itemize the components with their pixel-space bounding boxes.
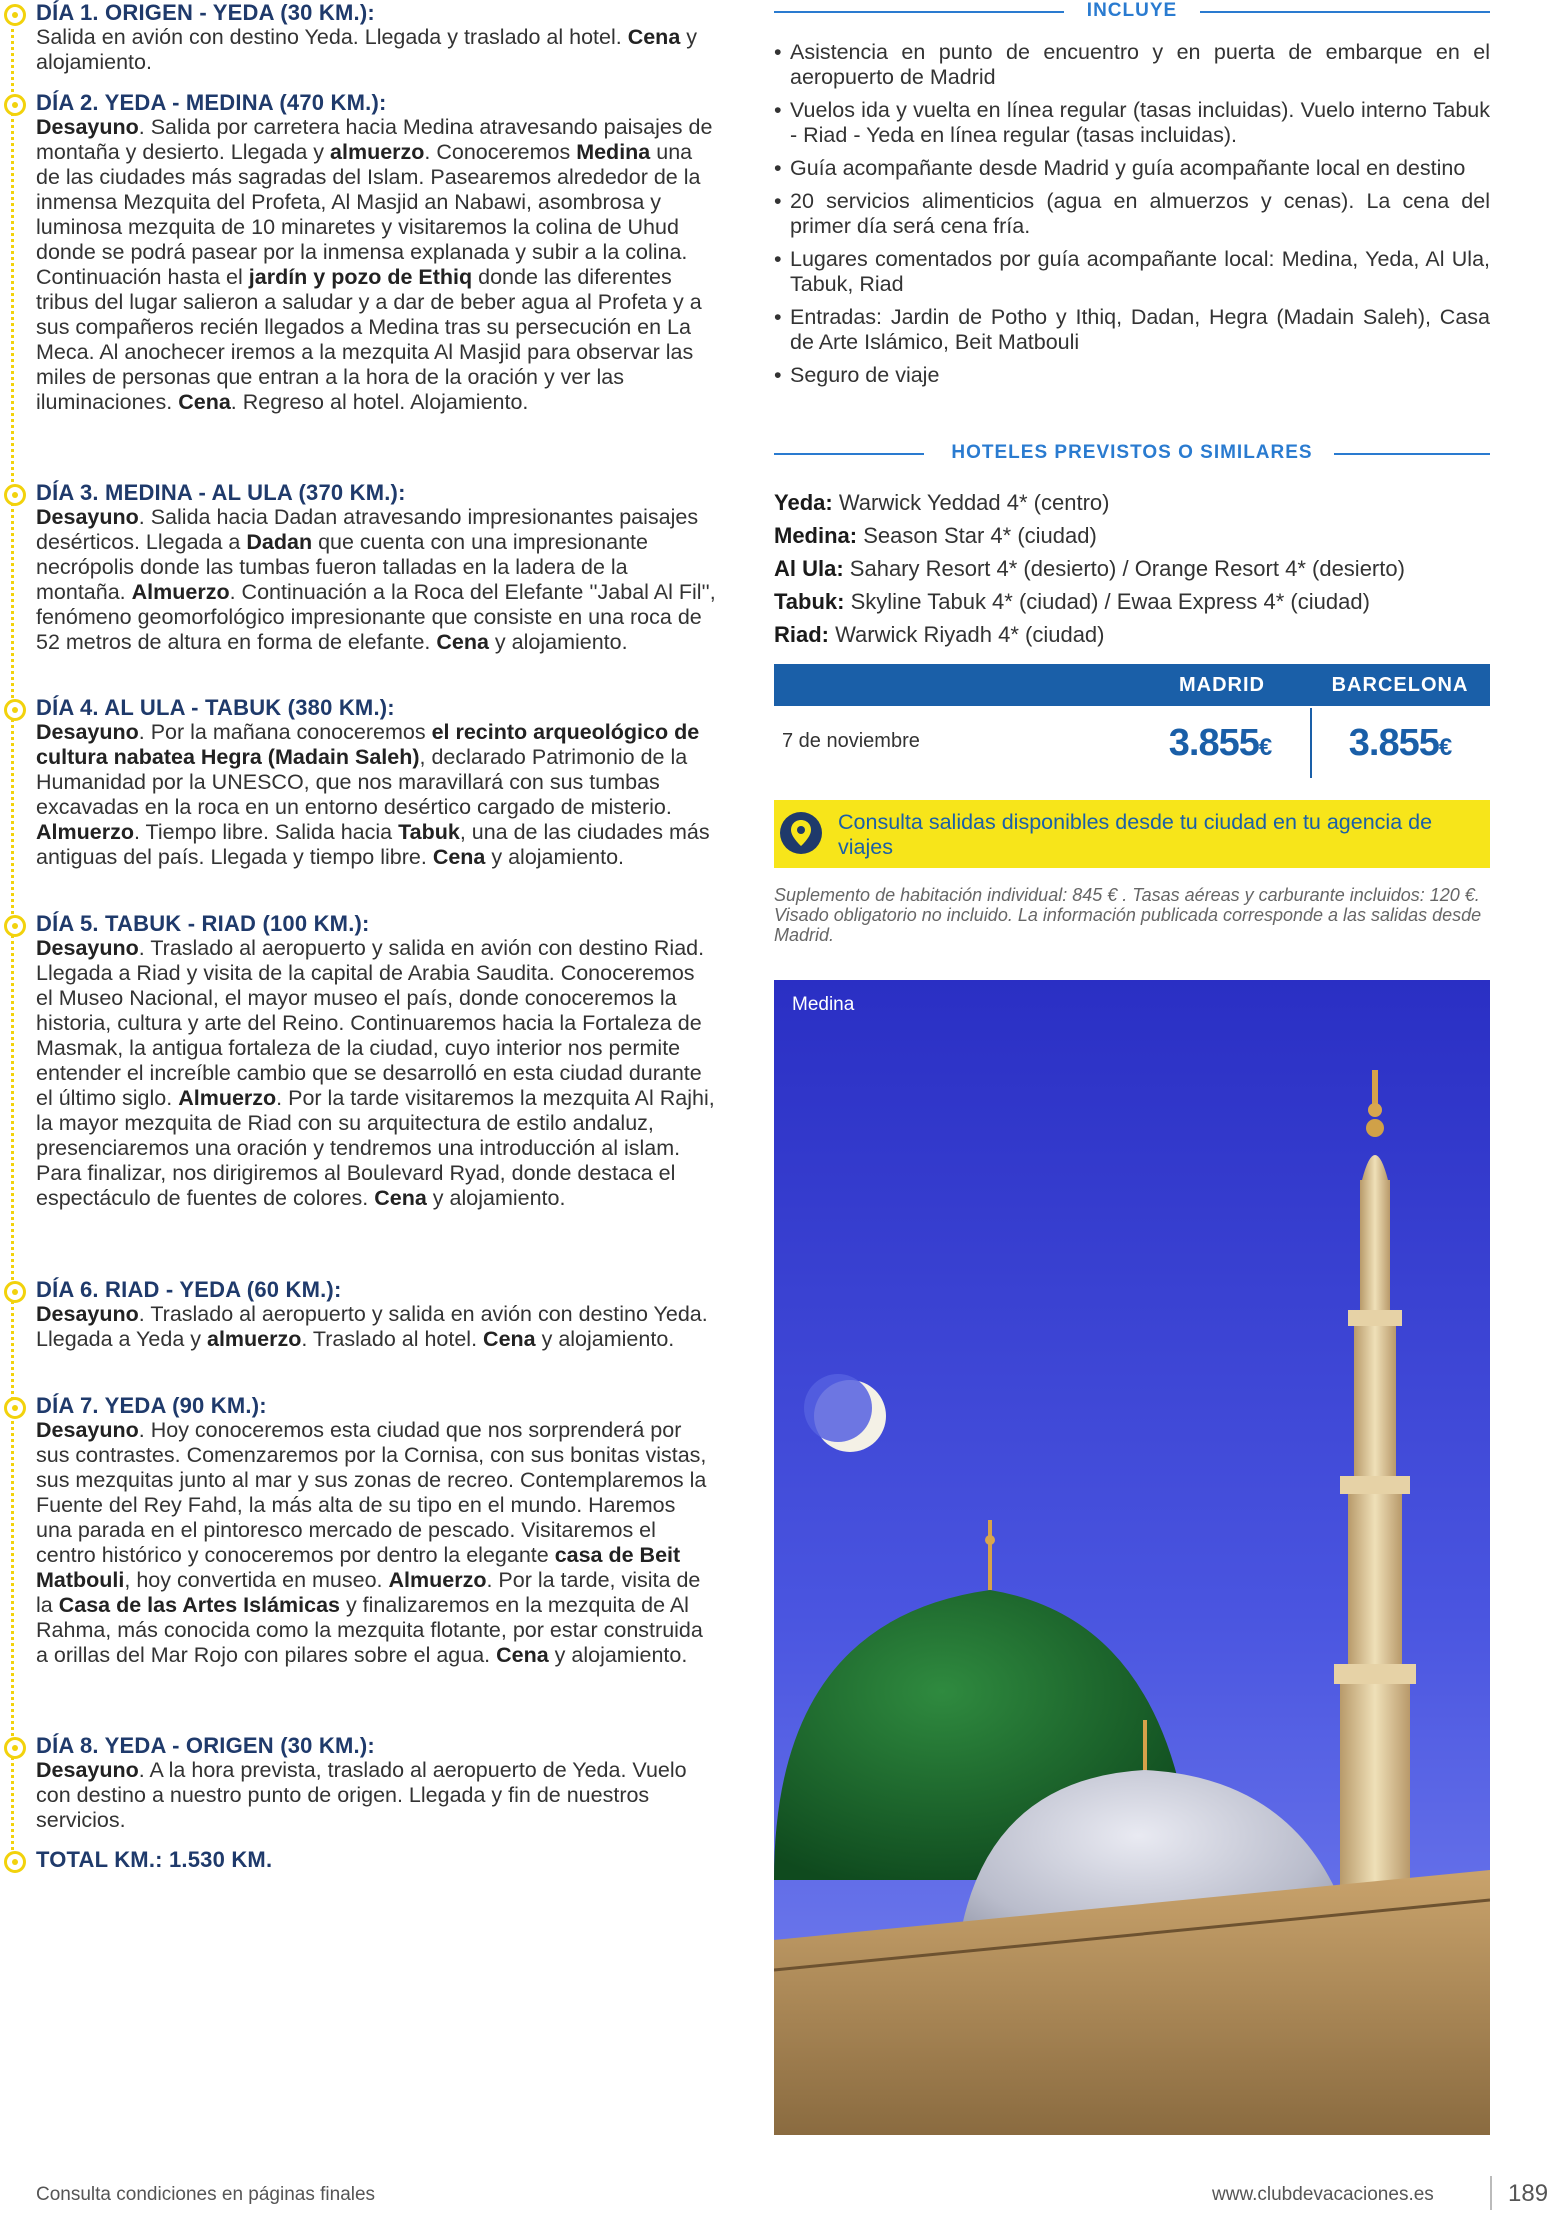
price-table <box>774 664 1490 776</box>
hotel-row: Riad: Warwick Riyadh 4* (ciudad) <box>774 622 1105 647</box>
hotels-heading <box>774 442 1490 466</box>
page-number: 189 <box>1508 2180 1549 2207</box>
day-2 <box>36 90 716 415</box>
footer-website[interactable]: www.clubdevacaciones.es <box>1212 2184 1434 2205</box>
day-body: Desayuno. Traslado al aeropuerto y salida en avión con destino Yeda. Llegada a Yeda y almuerzo. Traslado al hotel. Cena y alojamiento. <box>36 1302 708 1351</box>
hotel-row: Yeda: Warwick Yeddad 4* (centro) <box>774 490 1110 515</box>
includes-item: • Guía acompañante desde Madrid y guía acompañante local en destino <box>774 156 1490 181</box>
day-title: DÍA 8. YEDA - ORIGEN (30 KM.): <box>36 1733 375 1758</box>
includes-item: • Seguro de viaje <box>774 363 1490 388</box>
location-pin-icon <box>780 812 822 854</box>
timeline-marker-icon <box>4 4 26 26</box>
day-8 <box>36 1733 716 1833</box>
timeline-line <box>11 22 14 1862</box>
hotel-row: Tabuk: Skyline Tabuk 4* (ciudad) / Ewaa Express 4* (ciudad) <box>774 589 1370 614</box>
photo-caption: Medina <box>792 994 855 1015</box>
day-3 <box>36 480 716 655</box>
day-title: DÍA 4. AL ULA - TABUK (380 KM.): <box>36 695 395 720</box>
timeline-marker-icon <box>4 484 26 506</box>
day-body: Desayuno. Por la mañana conoceremos el recinto arqueológico de cultura nabatea Hegra (Madain Saleh), declarado Patrimonio de la Humanidad por la UNESCO, que nos maravillará con sus tumbas excavadas en la roca en un entorno desértico cargado de misterio. Almuerzo. Tiempo libre. Salida hacia Tabuk, una de las ciudades más antiguas del país. Llegada y tiempo libre. Cena y alojamiento. <box>36 720 710 869</box>
day-title: DÍA 1. ORIGEN - YEDA (30 KM.): <box>36 0 375 25</box>
hotels-list <box>774 486 1490 651</box>
departures-notice <box>774 800 1490 868</box>
includes-title: INCLUYE <box>1086 0 1178 21</box>
price-madrid: 3.855€ <box>1168 722 1272 764</box>
timeline-marker-icon <box>4 699 26 721</box>
timeline-marker-icon <box>4 1737 26 1759</box>
col-barcelona: BARCELONA <box>1331 674 1469 696</box>
hotel-row: Al Ula: Sahary Resort 4* (desierto) / Orange Resort 4* (desierto) <box>774 556 1405 581</box>
col-madrid: MADRID <box>1179 674 1265 696</box>
hotels-title: HOTELES PREVISTOS O SIMILARES <box>951 442 1313 463</box>
total-row <box>36 1847 716 1873</box>
day-body: Desayuno. Salida por carretera hacia Medina atravesando paisajes de montaña y desierto. Llegada y almuerzo. Conoceremos Medina una de las ciudades más sagradas del Islam. Pasearemos alrededor de la inmensa Mezquita del Profeta, Al Masjid an Nabawi, asombrosa y luminosa mezquita de 10 minaretes y visitaremos la colina de Uhud donde se podrá pasear por la inmensa explanada y subir a la colina. Continuación hasta el jardín y pozo de Ethiq donde las diferentes tribus del lugar salieron a saludar y a dar de beber agua al Profeta y a sus compañeros recién llegados a Medina tras su persecución en La Meca. Al anochecer iremos a la mezquita Al Masjid para observar las miles de personas que entran a la hora de la oración y ver las iluminaciones. Cena. Regreso al hotel. Alojamiento. <box>36 115 713 414</box>
day-body: Salida en avión con destino Yeda. Llegada y traslado al hotel. Cena y alojamiento. <box>36 25 698 74</box>
footer-divider <box>1490 2176 1492 2210</box>
day-4 <box>36 695 716 870</box>
timeline-marker-icon <box>4 94 26 116</box>
price-barcelona: 3.855€ <box>1348 722 1452 764</box>
day-7 <box>36 1393 716 1668</box>
medina-photo <box>774 980 1490 2135</box>
departure-date: 7 de noviembre <box>782 730 920 752</box>
total-km: TOTAL KM.: 1.530 KM. <box>36 1847 273 1872</box>
day-title: DÍA 5. TABUK - RIAD (100 KM.): <box>36 911 370 936</box>
day-1 <box>36 0 716 75</box>
day-6 <box>36 1277 716 1352</box>
includes-list <box>774 40 1490 396</box>
includes-heading <box>774 0 1490 24</box>
footer-conditions: Consulta condiciones en páginas finales <box>36 2184 376 2205</box>
timeline-marker-icon <box>4 1397 26 1419</box>
notice-text: Consulta salidas disponibles desde tu ciudad en tu agencia de viajes <box>838 810 1433 859</box>
timeline-marker-icon <box>4 1281 26 1303</box>
includes-item: • 20 servicios alimenticios (agua en almuerzos y cenas). La cena del primer día será cena fría. <box>774 189 1490 239</box>
includes-item: • Lugares comentados por guía acompañante local: Medina, Yeda, Al Ula, Tabuk, Riad <box>774 247 1490 297</box>
includes-item: • Asistencia en punto de encuentro y en puerta de embarque en el aeropuerto de Madrid <box>774 40 1490 90</box>
day-body: Desayuno. A la hora prevista, traslado al aeropuerto de Yeda. Vuelo con destino a nuestro punto de origen. Llegada y fin de nuestros servicios. <box>36 1758 687 1832</box>
day-body: Desayuno. Salida hacia Dadan atravesando impresionantes paisajes desérticos. Llegada a Dadan que cuenta con una impresionante necrópolis donde las tumbas fueron talladas en la ladera de la montaña. Almuerzo. Continuación a la Roca del Elefante ''Jabal Al Fil'', fenómeno geomorfológico impresionante que consiste en una roca de 52 metros de altura en forma de elefante. Cena y alojamiento. <box>36 505 716 654</box>
includes-item: • Vuelos ida y vuelta en línea regular (tasas incluidas). Vuelo interno Tabuk - Riad - Yeda en línea regular (tasas incluidas). <box>774 98 1490 148</box>
hotel-row: Medina: Season Star 4* (ciudad) <box>774 523 1097 548</box>
day-title: DÍA 7. YEDA (90 KM.): <box>36 1393 267 1418</box>
day-title: DÍA 3. MEDINA - AL ULA (370 KM.): <box>36 480 406 505</box>
price-table-header <box>774 664 1490 706</box>
day-5 <box>36 911 716 1211</box>
day-title: DÍA 2. YEDA - MEDINA (470 KM.): <box>36 90 387 115</box>
timeline-marker-icon <box>4 915 26 937</box>
day-body: Desayuno. Hoy conoceremos esta ciudad que nos sorprenderá por sus contrastes. Comenzaremos por la Cornisa, con sus bonitas vistas, sus mezquitas junto al mar y sus zonas de recreo. Contemplaremos la Fuente del Rey Fahd, la más alta de su tipo en el mundo. Haremos una parada en el pintoresco mercado de pescado. Visitaremos el centro histórico y conoceremos por dentro la elegante casa de Beit Matbouli, hoy convertida en museo. Almuerzo. Por la tarde, visita de la Casa de las Artes Islámicas y finalizaremos en la mezquita de Al Rahma, más conocida como la mezquita flotante, por estar construida a orillas del Mar Rojo con pilares sobre el agua. Cena y alojamiento. <box>36 1418 707 1667</box>
mosque-illustration <box>774 980 1490 2135</box>
day-body: Desayuno. Traslado al aeropuerto y salida en avión con destino Riad. Llegada a Riad y visita de la capital de Arabia Saudita. Conoceremos el Museo Nacional, el mayor museo el país, donde conoceremos la historia, cultura y arte del Reino. Continuaremos hacia la Fortaleza de Masmak, la antigua fortaleza de la ciudad, cuyo interior nos permite entender el increíble cambio que se desarrolló en esta ciudad durante el último siglo. Almuerzo. Por la tarde visitaremos la mezquita Al Rajhi, la mayor mezquita de Riad con su arquitectura de estilo andaluz, presenciaremos una oración y tendremos una introducción al islam. Para finalizar, nos dirigiremos al Boulevard Ryad, donde destaca el espectáculo de fuentes de colores. Cena y alojamiento. <box>36 936 715 1210</box>
timeline-marker-icon <box>4 1851 26 1873</box>
day-title: DÍA 6. RIAD - YEDA (60 KM.): <box>36 1277 342 1302</box>
supplement-note: Suplemento de habitación individual: 845 € . Tasas aéreas y carburante incluidos: 120 €. Visado obligatorio no incluido. La información publicada corresponde a las salidas desde Madrid. <box>774 885 1482 945</box>
includes-item: • Entradas: Jardin de Potho y Ithiq, Dadan, Hegra (Madain Saleh), Casa de Arte Islámico, Beit Matbouli <box>774 305 1490 355</box>
